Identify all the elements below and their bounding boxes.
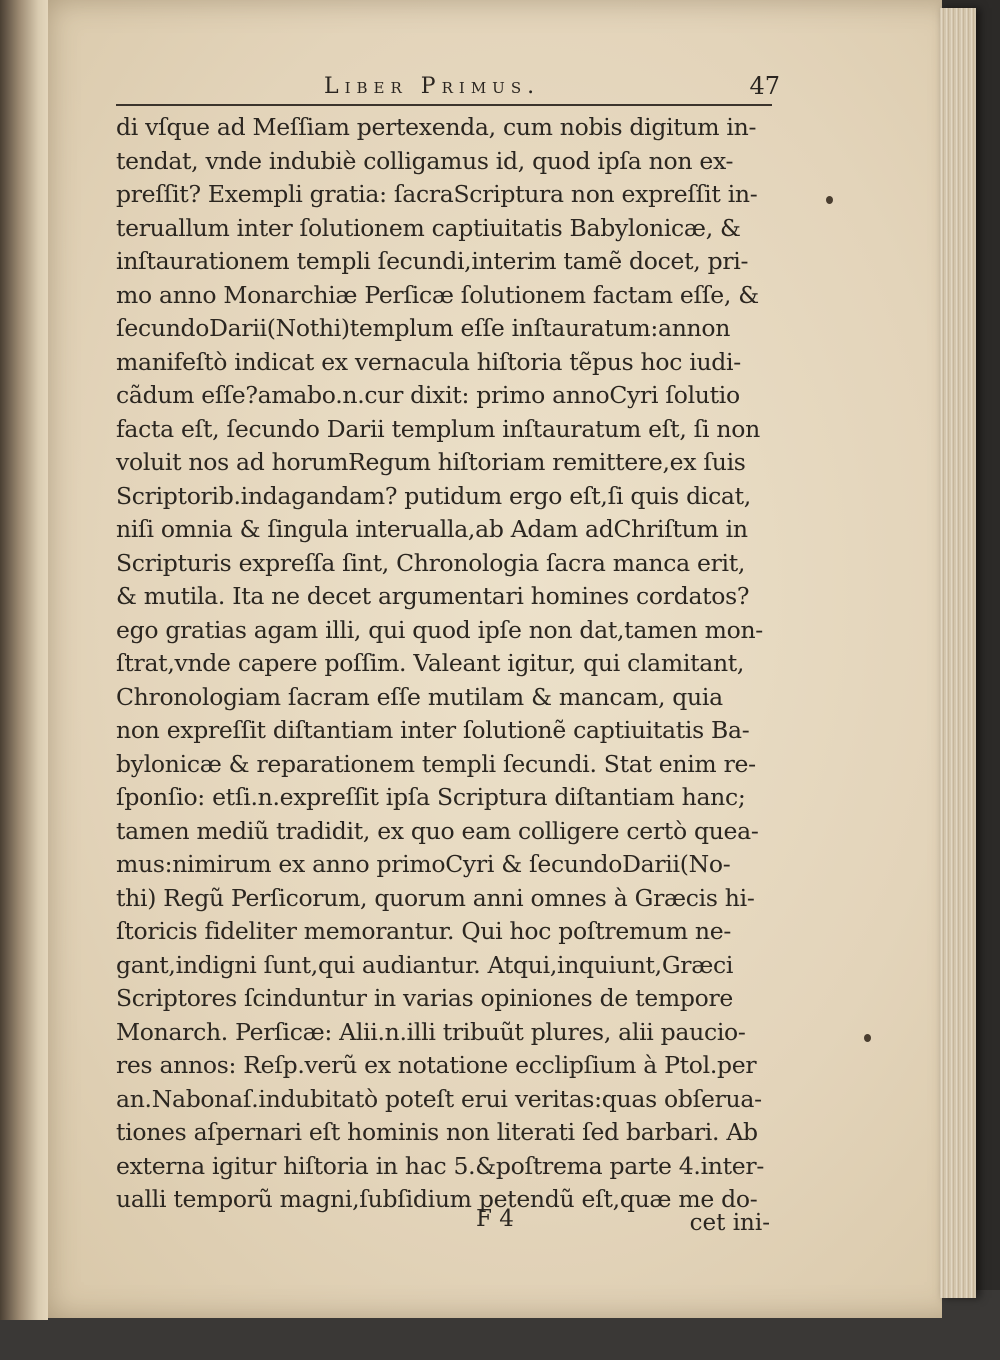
text-line: Scriptorib.indagandam? putidum ergo eſt,ſi quis dicat, bbox=[116, 481, 751, 510]
text-line: an.Nabonaſ.indubitatò poteſt erui veritas:quas obſerua- bbox=[116, 1084, 762, 1113]
ink-spot bbox=[864, 1034, 871, 1042]
page-number: 47 bbox=[749, 72, 780, 100]
text-line: Monarch. Perſicæ: Alii.n.illi tribuũt plures, alii paucio- bbox=[116, 1017, 746, 1046]
text-line: ſtoricis fideliter memorantur. Qui hoc poſtremum ne- bbox=[116, 917, 731, 945]
book-gutter bbox=[0, 0, 48, 1320]
text-line: inſtaurationem templi ſecundi,interim tamẽ docet, pri- bbox=[116, 247, 749, 275]
text-line: tamen mediũ tradidit, ex quo eam colligere certò quea- bbox=[116, 816, 759, 845]
page-footer bbox=[116, 1206, 788, 1242]
text-line: ſtrat,vnde capere poſſim. Valeant igitur, qui clamitant, bbox=[116, 649, 745, 677]
signature-mark: F 4 bbox=[476, 1206, 514, 1232]
text-line: ego gratias agam illi, qui quod ipſe non dat,tamen mon- bbox=[116, 615, 763, 644]
text-line: non expreſſit diſtantiam inter ſolutionẽ captiuitatis Ba- bbox=[116, 716, 750, 744]
text-line: ſecundoDarii(Nothi)templum eſſe inſtauratum:annon bbox=[116, 314, 731, 342]
text-line: tendat, vnde indubiè colligamus id, quod ipſa non ex- bbox=[116, 146, 734, 175]
body-text bbox=[116, 111, 788, 1217]
text-line: teruallum inter ſolutionem captiuitatis Babylonicæ, & bbox=[116, 213, 741, 242]
text-line: di vſque ad Meſſiam pertexenda, cum nobis digitum in- bbox=[116, 113, 757, 141]
text-line: Chronologiam ſacram eſſe mutilam & mancam, quia bbox=[116, 682, 723, 711]
header-rule bbox=[116, 104, 772, 106]
ink-spot bbox=[826, 196, 833, 204]
text-line: mo anno Monarchiæ Perſicæ ſolutionem factam eſſe, & bbox=[116, 280, 759, 309]
page-stack-edge bbox=[940, 8, 976, 1298]
text-line: voluit nos ad horumRegum hiſtoriam remittere,ex ſuis bbox=[116, 448, 746, 476]
text-line: gant,indigni ſunt,qui audiantur. Atqui,inquiunt,Græci bbox=[116, 950, 734, 979]
text-line: preſſit? Exempli gratia: ſacraScriptura non expreſſit in- bbox=[116, 180, 758, 208]
text-line: thi) Regũ Perſicorum, quorum anni omnes à Græcis hi- bbox=[116, 883, 755, 912]
text-line: bylonicæ & reparationem templi ſecundi. Stat enim re- bbox=[116, 749, 756, 778]
text-line: niſi omnia & ſingula interualla,ab Adam adChriſtum in bbox=[116, 515, 748, 543]
text-line: tiones aſpernari eſt hominis non literati ſed barbari. Ab bbox=[116, 1118, 758, 1146]
text-line: externa igitur hiſtoria in hac 5.&poſtrema parte 4.inter- bbox=[116, 1151, 764, 1180]
running-title: Liber Primus. bbox=[324, 74, 541, 99]
text-line: facta eſt, ſecundo Darii templum inſtauratum eſt, ſi non bbox=[116, 414, 760, 443]
catchword: cet ini- bbox=[689, 1210, 770, 1236]
text-line: ualli temporũ magni,ſubſidium petendũ eſt,quæ me do- bbox=[116, 1185, 758, 1213]
text-line: manifeſtò indicat ex vernacula hiſtoria tẽpus hoc iudi- bbox=[116, 347, 741, 376]
text-line: cãdum eſſe?amabo.n.cur dixit: primo annoCyri ſolutio bbox=[116, 381, 740, 409]
text-line: ſponſio: etſi.n.expreſſit ipſa Scriptura diſtantiam hanc; bbox=[116, 783, 746, 811]
text-line: mus:nimirum ex anno primoCyri & ſecundoDarii(No- bbox=[116, 850, 731, 878]
text-line: Scriptores ſcinduntur in varias opiniones de tempore bbox=[116, 984, 733, 1012]
text-line: Scripturis expreſſa ſint, Chronologia ſacra manca erit, bbox=[116, 548, 746, 577]
text-line: res annos: Reſp.verũ ex notatione ecclipſium à Ptol.per bbox=[116, 1051, 757, 1079]
text-line: & mutila. Ita ne decet argumentari homines cordatos? bbox=[116, 582, 750, 610]
